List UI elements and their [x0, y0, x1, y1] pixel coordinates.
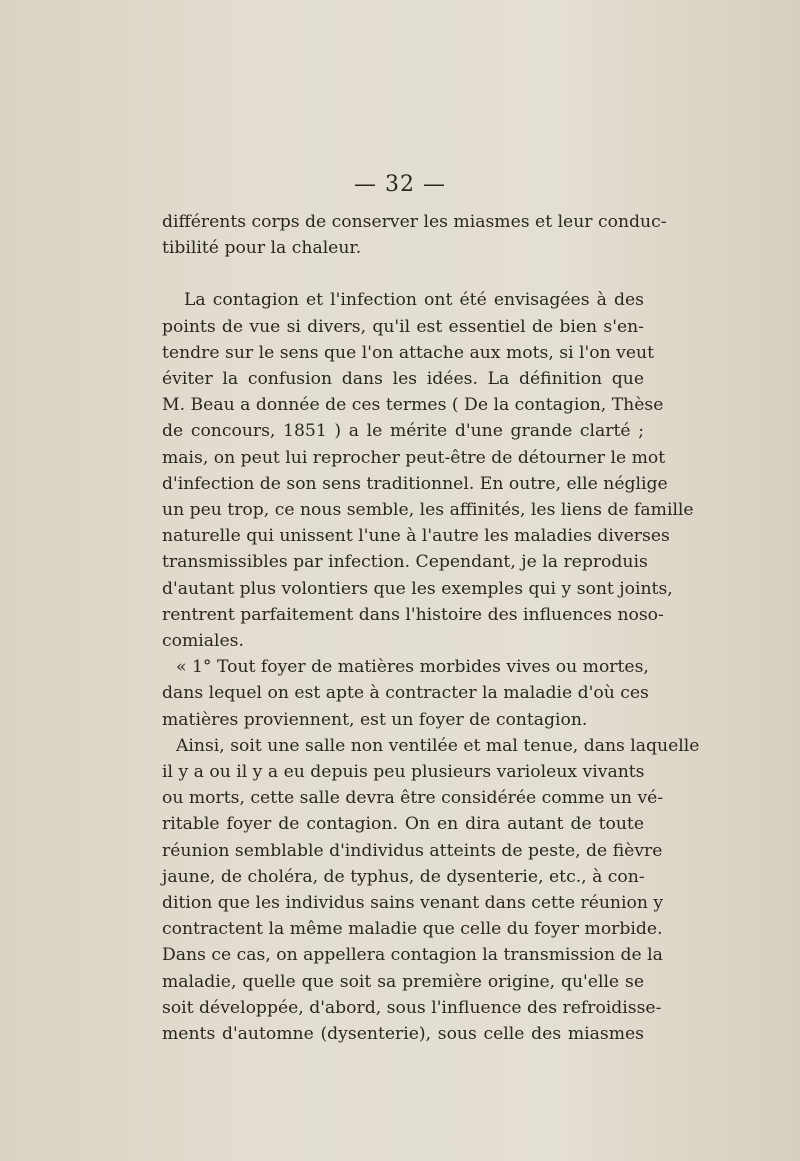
paragraph-3 [162, 654, 649, 733]
paragraph-4 [162, 733, 700, 1047]
text-line: ou morts, cette salle devra être considérée comme un vé- [162, 788, 664, 809]
text-line: Ainsi, soit une salle non ventilée et mal tenue, dans laquelle [176, 735, 700, 756]
text-line: Dans ce cas, on appellera contagion la transmission de la [162, 945, 663, 966]
text-line: M. Beau a donnée de ces termes ( De la contagion, Thèse [162, 395, 664, 416]
text-line: tendre sur le sens que l'on attache aux mots, si l'on veut [162, 342, 655, 363]
text-line: réunion semblable d'individus atteints de peste, de fièvre [162, 840, 663, 861]
text-line: soit développée, d'abord, sous l'influence des refroidisse- [162, 997, 662, 1018]
text-line: matières proviennent, est un foyer de contagion. [162, 709, 588, 730]
text-line: La contagion et l'infection ont été envisagées à des [184, 290, 644, 311]
text-line: dition que les individus sains venant dans cette réunion y [162, 893, 664, 914]
text-line: dans lequel on est apte à contracter la maladie d'où ces [162, 683, 649, 704]
paragraph-1 [162, 209, 667, 261]
text-line: « 1° Tout foyer de matières morbides vives ou mortes, [176, 657, 649, 678]
text-line: d'autant plus volontiers que les exemples qui y sont joints, [162, 578, 673, 599]
text-line: un peu trop, ce nous semble, les affinités, les liens de famille [162, 500, 694, 521]
text-line: il y a ou il y a eu depuis peu plusieurs varioleux vivants [162, 762, 645, 783]
text-line: contractent la même maladie que celle du foyer morbide. [162, 919, 663, 940]
text-line: de concours, 1851 ) a le mérite d'une grande clarté ; [162, 421, 644, 442]
text-line: ritable foyer de contagion. On en dira autant de toute [162, 814, 644, 835]
body-text [162, 209, 700, 1047]
text-line: points de vue si divers, qu'il est essentiel de bien s'en- [162, 316, 644, 337]
text-line: naturelle qui unissent l'une à l'autre les maladies diverses [162, 526, 670, 547]
text-line: transmissibles par infection. Cependant, je la reproduis [162, 552, 648, 573]
paragraph-2 [162, 287, 694, 654]
text-line: rentrent parfaitement dans l'histoire des influences noso- [162, 604, 664, 625]
page-number: — 32 — [354, 172, 446, 197]
text-line: éviter la confusion dans les idées. La définition que [162, 369, 644, 390]
text-line: différents corps de conserver les miasmes et leur conduc- [162, 212, 667, 232]
text-line: comiales. [162, 631, 244, 652]
paragraph-gap [162, 261, 644, 287]
text-line: ments d'automne (dysenterie), sous celle des miasmes [162, 1024, 644, 1045]
text-line: d'infection de son sens traditionnel. En outre, elle néglige [162, 473, 668, 494]
text-line: jaune, de choléra, de typhus, de dysenterie, etc., à con- [162, 866, 645, 887]
text-line: tibilité pour la chaleur. [162, 238, 362, 259]
text-line: mais, on peut lui reprocher peut-être de détourner le mot [162, 447, 666, 468]
text-line: maladie, quelle que soit sa première origine, qu'elle se [162, 971, 644, 992]
